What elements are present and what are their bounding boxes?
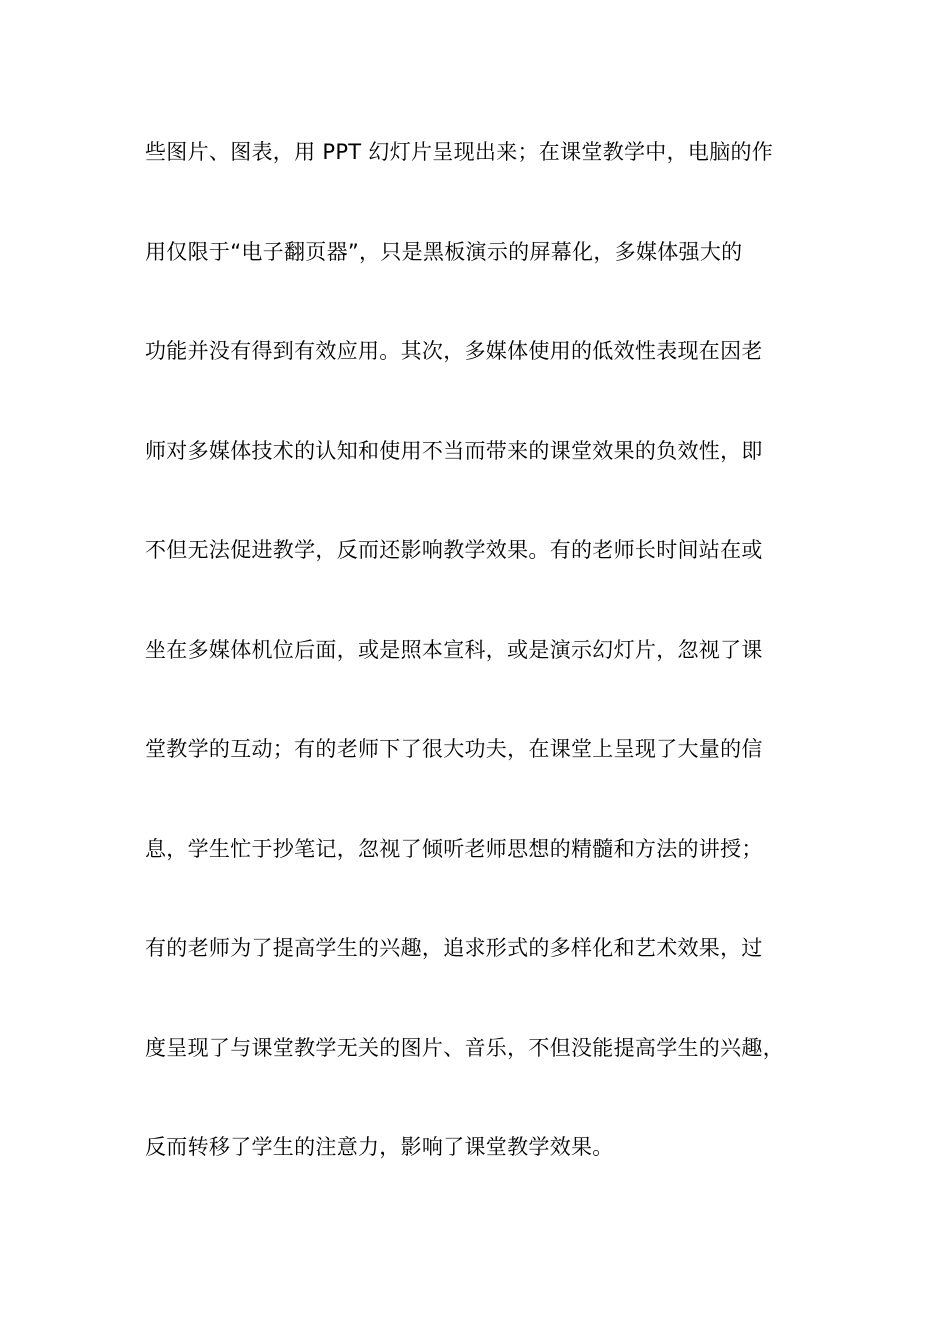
text-line: 不但无法促进教学，反而还影响教学效果。有的老师长时间站在或: [145, 538, 763, 562]
text-line: 功能并没有得到有效应用。其次，多媒体使用的低效性表现在因老: [145, 339, 763, 363]
body-paragraph: [145, 132, 835, 1227]
text-line: 反而转移了学生的注意力，影响了课堂教学效果。: [145, 1135, 614, 1159]
text-line: 堂教学的互动；有的老师下了很大功夫，在课堂上呈现了大量的信: [145, 737, 763, 761]
text-line: 些图片、图表，用 PPT 幻灯片呈现出来；在课堂教学中，电脑的作: [145, 140, 774, 164]
text-line: 师对多媒体技术的认知和使用不当而带来的课堂效果的负效性，即: [145, 438, 763, 463]
text-line: 坐在多媒体机位后面，或是照本宣科，或是演示幻灯片，忽视了课: [145, 637, 763, 662]
text-line: 有的老师为了提高学生的兴趣，追求形式的多样化和艺术效果，过: [145, 936, 763, 960]
text-line: 息，学生忙于抄笔记，忽视了倾听老师思想的精髓和方法的讲授；: [145, 836, 763, 861]
text-line: 度呈现了与课堂教学无关的图片、音乐，不但没能提高学生的兴趣，: [145, 1035, 784, 1060]
text-line: 用仅限于“电子翻页器”，只是黑板演示的屏幕化，多媒体强大的: [145, 239, 743, 264]
